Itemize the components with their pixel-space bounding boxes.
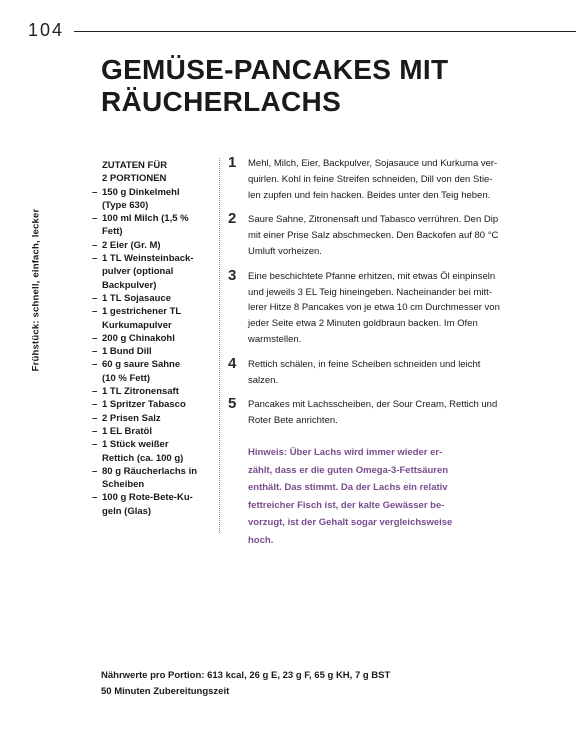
ingredient-dash: – — [92, 292, 98, 304]
ingredient-item — [92, 239, 210, 252]
step-number: 4 — [228, 354, 237, 372]
ingredient-line: 1 Bund Dill — [102, 346, 152, 358]
ingredient-line: 80 g Räucherlachs in — [102, 465, 198, 477]
step-text-line: Saure Sahne, Zitronensaft und Tabasco verrühren. Den Dip — [248, 214, 499, 226]
ingredient-dash: – — [92, 346, 98, 358]
ingredient-line: 1 TL Zitronensaft — [102, 386, 179, 398]
step-text-line: Roter Bete anrichten. — [248, 415, 338, 427]
ingredient-line: geln (Glas) — [102, 505, 152, 517]
ingredients-heading-line: 2 PORTIONEN — [102, 173, 167, 185]
ingredient-dash: – — [92, 399, 98, 411]
ingredient-dash: – — [92, 186, 98, 198]
ingredient-item — [92, 358, 210, 385]
ingredient-item — [92, 252, 210, 292]
note-line: hoch. — [248, 534, 274, 546]
instruction-step — [228, 266, 528, 348]
step-text-line: quirlen. Kohl in feine Streifen schneiden, Dill von den Stie- — [248, 173, 493, 185]
ingredient-item — [92, 491, 210, 518]
step-text-line: lerer Hitze 8 Pancakes von je etwa 10 cm Durchmesser von — [248, 302, 500, 314]
instruction-step — [228, 212, 528, 259]
ingredient-item — [92, 385, 210, 398]
ingredient-line: 1 gestrichener TL — [102, 306, 182, 318]
step-number: 3 — [228, 266, 237, 284]
step-text-line: Pancakes mit Lachsscheiben, der Sour Cream, Rettich und — [248, 399, 498, 411]
ingredients-list — [92, 186, 210, 518]
ingredient-item — [92, 305, 210, 332]
step-text-line: Eine beschichtete Pfanne erhitzen, mit etwas Öl einpinseln — [248, 270, 496, 282]
ingredient-line: 60 g saure Sahne — [102, 359, 181, 371]
step-text-line: warmstellen. — [248, 333, 302, 345]
nutrition-values: Nährwerte pro Portion: 613 kcal, 26 g E, 23 g F, 65 g KH, 7 g BST — [101, 670, 391, 681]
instruction-step — [228, 156, 528, 203]
ingredient-item — [92, 186, 210, 213]
ingredient-line: pulver (optional — [102, 266, 174, 278]
salmon-note — [248, 444, 533, 550]
recipe-title — [101, 54, 541, 118]
step-text-line: len zupfen und fein hacken. Beides unter den Teig heben. — [248, 189, 491, 201]
instruction-steps — [228, 156, 528, 438]
ingredient-line: 100 ml Milch (1,5 % — [102, 213, 189, 225]
step-text-line: mit einer Prise Salz abschmecken. Den Backofen auf 80 °C — [248, 230, 499, 242]
ingredient-line: (Type 630) — [102, 199, 149, 211]
step-text-line: salzen. — [248, 374, 279, 386]
ingredient-line: (10 % Fett) — [102, 372, 151, 384]
ingredient-item — [92, 425, 210, 438]
step-text — [248, 357, 528, 389]
instruction-step — [228, 354, 528, 389]
step-text-line: Mehl, Milch, Eier, Backpulver, Sojasauce und Kurkuma ver- — [248, 158, 498, 169]
step-text — [248, 269, 528, 348]
ingredient-item — [92, 292, 210, 305]
step-number: 2 — [228, 210, 237, 228]
note-line: Hinweis: Über Lachs wird immer wieder er- — [248, 447, 443, 458]
ingredient-item — [92, 398, 210, 411]
note-line: zählt, dass er die guten Omega-3-Fettsäuren — [248, 464, 449, 476]
ingredient-dash: – — [92, 386, 98, 398]
ingredient-line: 150 g Dinkelmehl — [102, 186, 180, 198]
ingredient-line: Fett) — [102, 226, 123, 238]
ingredient-dash: – — [92, 492, 98, 504]
column-divider — [219, 158, 220, 533]
step-text-line: Umluft vorheizen. — [248, 245, 322, 257]
ingredient-line: 1 Spritzer Tabasco — [102, 399, 186, 411]
ingredient-dash: – — [92, 239, 98, 251]
ingredients-heading-line: ZUTATEN FÜR — [102, 160, 168, 171]
header-rule — [74, 31, 576, 32]
step-text — [248, 397, 528, 429]
ingredient-dash: – — [92, 439, 98, 451]
ingredient-item — [92, 345, 210, 358]
ingredients-column — [92, 159, 210, 518]
step-text-line: und jeweils 3 EL Teig hineingeben. Nacheinander bei mitt- — [248, 286, 492, 298]
ingredient-line: 2 Prisen Salz — [102, 412, 161, 424]
category-side-label: Frühstück: schnell, einfach, lecker — [30, 208, 42, 372]
ingredient-line: 200 g Chinakohl — [102, 332, 175, 344]
step-text-line: jeder Seite etwa 2 Minuten goldbraun backen. Im Ofen — [248, 318, 478, 330]
ingredient-line: Scheiben — [102, 479, 145, 491]
title-line: RÄUCHERLACHS — [101, 86, 342, 117]
ingredient-dash: – — [92, 332, 98, 344]
ingredient-item — [92, 412, 210, 425]
ingredient-line: Backpulver) — [102, 279, 157, 291]
note-line: vorzugt, ist der Gehalt sogar vergleichsweise — [248, 517, 453, 529]
ingredient-line: 100 g Rote-Bete-Ku- — [102, 492, 193, 504]
ingredient-dash: – — [92, 465, 98, 477]
ingredient-item — [92, 332, 210, 345]
note-line: enthält. Das stimmt. Da der Lachs ein relativ — [248, 482, 448, 494]
ingredient-dash: – — [92, 253, 98, 265]
title-line: GEMÜSE-PANCAKES MIT — [101, 54, 449, 85]
step-number: 5 — [228, 395, 237, 413]
ingredient-dash: – — [92, 359, 98, 371]
preparation-time: 50 Minuten Zubereitungszeit — [101, 685, 230, 697]
note-line: fettreicher Fisch ist, der kalte Gewässer be- — [248, 499, 445, 511]
ingredient-dash: – — [92, 306, 98, 318]
ingredients-heading — [92, 159, 210, 186]
ingredient-dash: – — [92, 425, 98, 437]
page-number: 104 — [28, 20, 65, 40]
ingredient-item — [92, 438, 210, 465]
ingredient-dash: – — [92, 412, 98, 424]
ingredient-line: 1 Stück weißer — [102, 439, 169, 451]
ingredient-line: 1 TL Weinsteinback- — [102, 253, 194, 265]
ingredient-item — [92, 465, 210, 492]
ingredient-item — [92, 212, 210, 239]
step-text — [248, 156, 528, 203]
instruction-step — [228, 397, 528, 429]
ingredient-line: 2 Eier (Gr. M) — [102, 239, 161, 251]
ingredient-line: 1 TL Sojasauce — [102, 292, 171, 304]
step-text — [248, 212, 528, 259]
step-text-line: Rettich schälen, in feine Scheiben schneiden und leicht — [248, 358, 481, 370]
ingredient-line: Rettich (ca. 100 g) — [102, 452, 184, 464]
step-number: 1 — [228, 154, 237, 171]
ingredient-line: 1 EL Bratöl — [102, 425, 152, 437]
ingredient-line: Kurkumapulver — [102, 319, 172, 331]
nutrition-footer — [101, 668, 390, 699]
ingredient-dash: – — [92, 213, 98, 225]
